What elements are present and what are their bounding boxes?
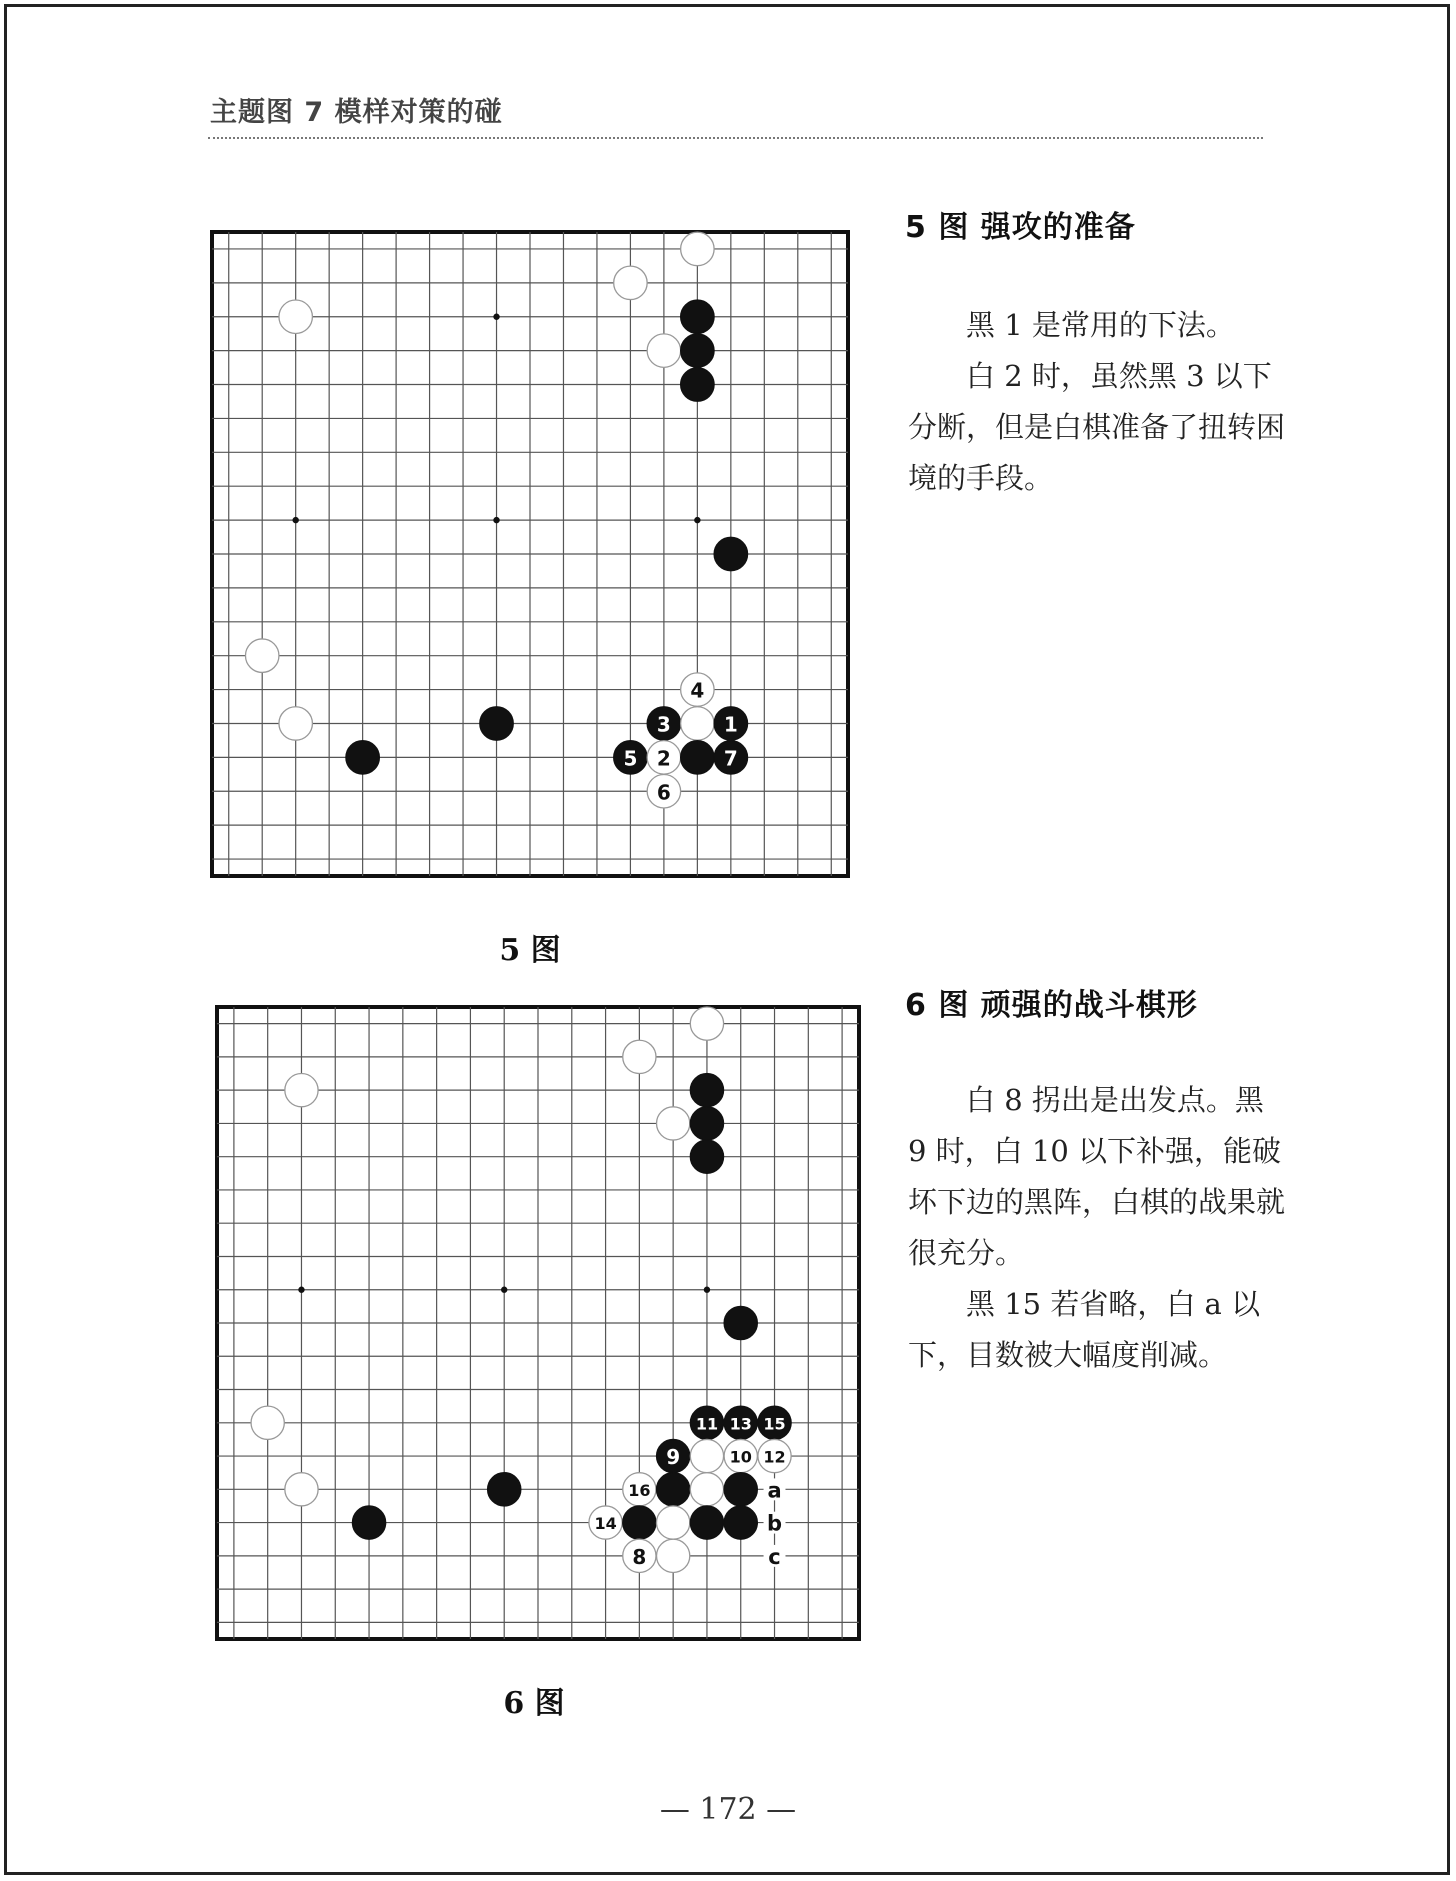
white-stone bbox=[251, 1406, 284, 1439]
white-stone bbox=[657, 1539, 690, 1572]
point-mark-label: b bbox=[767, 1511, 783, 1536]
go-board-diagram-5 bbox=[208, 228, 852, 880]
black-stone bbox=[714, 537, 747, 570]
black-stone bbox=[690, 1140, 723, 1173]
move-number-label: 12 bbox=[763, 1447, 786, 1467]
white-stone bbox=[285, 1074, 318, 1107]
white-stone bbox=[681, 232, 714, 265]
black-stone bbox=[681, 300, 714, 333]
black-stone bbox=[681, 334, 714, 367]
white-stone bbox=[657, 1506, 690, 1539]
move-number-label: 5 bbox=[623, 746, 638, 771]
hoshi-point bbox=[493, 314, 499, 320]
go-board-svg bbox=[213, 1003, 863, 1643]
page-number: — 172 — bbox=[659, 1792, 797, 1827]
white-stone bbox=[279, 707, 312, 740]
section-title: 5 图 强攻的准备 bbox=[905, 210, 1136, 245]
move-number-label: 3 bbox=[656, 712, 671, 737]
go-board-diagram-6 bbox=[213, 1003, 863, 1643]
section-body bbox=[908, 300, 1288, 504]
black-stone bbox=[724, 1306, 757, 1339]
body-paragraph: 白 8 拐出是出发点。黑 9 时，白 10 以下补强，能破坏下边的黑阵，白棋的战果就很充分。 bbox=[908, 1083, 1286, 1270]
move-number-label: 14 bbox=[594, 1514, 617, 1534]
header-dotted-rule bbox=[208, 137, 1263, 139]
body-paragraph: 黑 15 若省略，白 a 以下，目数被大幅度削减。 bbox=[908, 1287, 1261, 1372]
white-stone bbox=[647, 334, 680, 367]
point-mark-label: a bbox=[767, 1478, 782, 1503]
black-stone bbox=[488, 1473, 521, 1506]
move-number-label: 6 bbox=[656, 780, 671, 805]
hoshi-point bbox=[501, 1287, 507, 1293]
chapter-header: 主题图 7 模样对策的碰 bbox=[210, 97, 503, 128]
section-title: 6 图 顽强的战斗棋形 bbox=[905, 988, 1198, 1023]
black-stone bbox=[480, 707, 513, 740]
diagram-caption: 6 图 bbox=[503, 1686, 565, 1721]
move-number-label: 2 bbox=[656, 746, 671, 771]
white-stone bbox=[279, 300, 312, 333]
black-stone bbox=[346, 741, 379, 774]
black-stone bbox=[623, 1506, 656, 1539]
move-number-label: 15 bbox=[763, 1414, 786, 1434]
move-number-label: 4 bbox=[690, 678, 705, 703]
move-number-label: 11 bbox=[695, 1414, 719, 1434]
point-mark-label: c bbox=[768, 1544, 781, 1569]
white-stone bbox=[285, 1473, 318, 1506]
white-stone bbox=[245, 639, 278, 672]
hoshi-point bbox=[292, 517, 298, 523]
diagram-caption: 5 图 bbox=[499, 933, 561, 968]
black-stone bbox=[690, 1107, 723, 1140]
hoshi-point bbox=[694, 517, 700, 523]
white-stone bbox=[657, 1107, 690, 1140]
move-number-label: 9 bbox=[666, 1445, 681, 1470]
hoshi-point bbox=[493, 517, 499, 523]
hoshi-point bbox=[704, 1287, 710, 1293]
black-stone bbox=[724, 1506, 757, 1539]
black-stone bbox=[657, 1473, 690, 1506]
move-number-label: 16 bbox=[628, 1480, 651, 1500]
black-stone bbox=[690, 1074, 723, 1107]
black-stone bbox=[681, 368, 714, 401]
black-stone bbox=[681, 741, 714, 774]
move-number-label: 7 bbox=[723, 746, 738, 771]
white-stone bbox=[614, 266, 647, 299]
black-stone bbox=[724, 1473, 757, 1506]
white-stone bbox=[690, 1007, 723, 1040]
black-stone bbox=[352, 1506, 385, 1539]
hoshi-point bbox=[298, 1287, 304, 1293]
white-stone bbox=[623, 1040, 656, 1073]
body-paragraph: 白 2 时，虽然黑 3 以下分断，但是白棋准备了扭转困境的手段。 bbox=[908, 359, 1286, 495]
white-stone bbox=[690, 1473, 723, 1506]
section-body bbox=[908, 1075, 1288, 1381]
white-stone bbox=[690, 1439, 723, 1472]
move-number-label: 8 bbox=[632, 1544, 647, 1569]
move-number-label: 13 bbox=[729, 1414, 752, 1434]
body-paragraph: 黑 1 是常用的下法。 bbox=[966, 308, 1235, 342]
go-board-svg bbox=[208, 228, 852, 880]
move-number-label: 1 bbox=[723, 712, 738, 737]
move-number-label: 10 bbox=[729, 1447, 752, 1467]
black-stone bbox=[690, 1506, 723, 1539]
white-stone bbox=[681, 707, 714, 740]
